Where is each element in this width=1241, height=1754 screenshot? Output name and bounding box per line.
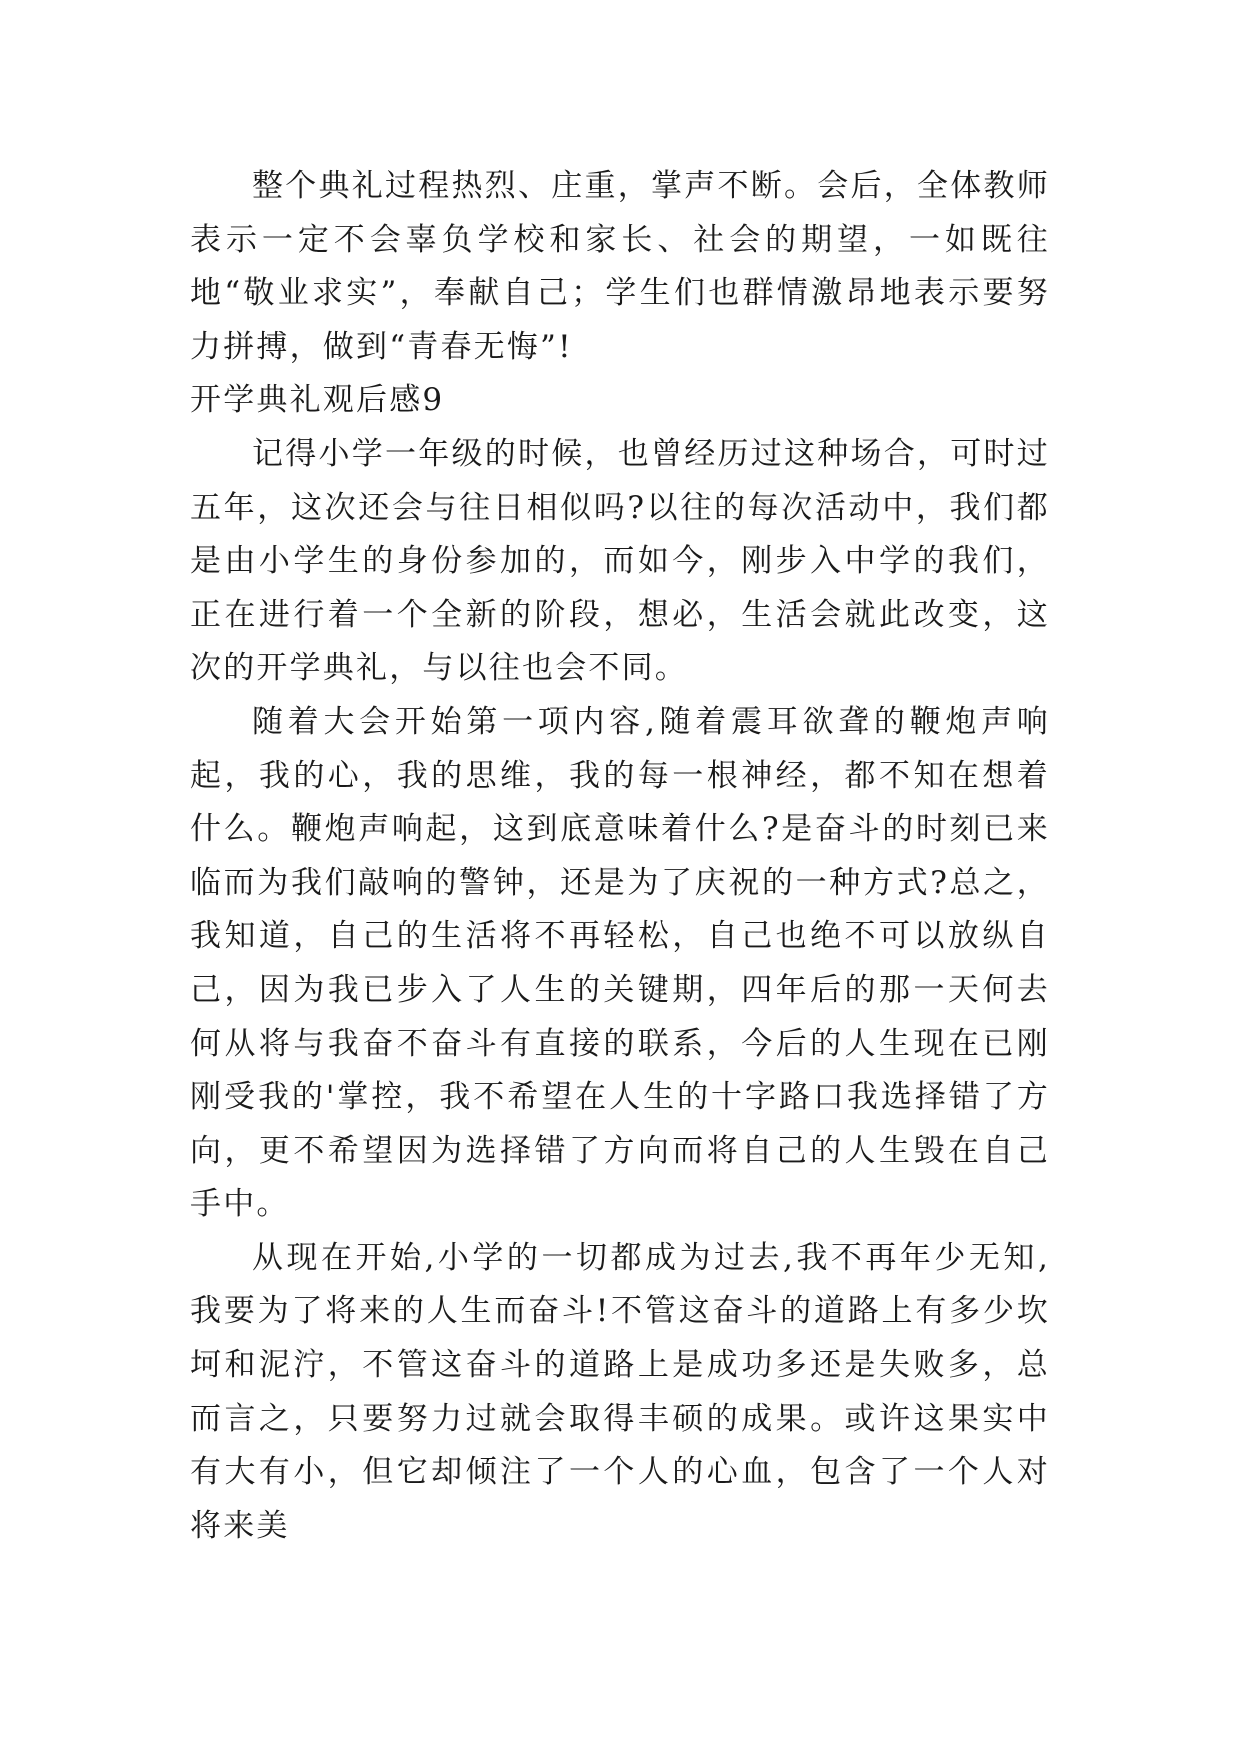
document-body: [190, 160, 1050, 1553]
section-heading: 开学典礼观后感9: [190, 382, 445, 419]
paragraph-from-now-on: 从现在开始,小学的一切都成为过去,我不再年少无知,我要为了将来的人生而奋斗!不管这奋斗的道路上有多少坎坷和泥泞，不管这奋斗的道路上是成功多还是失败多，总而言之，只要努力过就会取得丰硕的成果。或许这果实中有大有小，但它却倾注了一个人的心血，包含了一个人对将来美: [190, 1239, 1050, 1544]
paragraph-ceremony-summary: 整个典礼过程热烈、庄重，掌声不断。会后，全体教师表示一定不会辜负学校和家长、社会的期望，一如既往地“敬业求实”，奉献自己；学生们也群情激昂地表示要努力拼搏，做到“青春无悔”!: [190, 168, 1050, 365]
paragraph-memory: 记得小学一年级的时候，也曾经历过这种场合，可时过五年，这次还会与往日相似吗?以往的每次活动中，我们都是由小学生的身份参加的，而如今，刚步入中学的我们，正在进行着一个全新的阶段，想必，生活会就此改变，这次的开学典礼，与以往也会不同。: [190, 435, 1050, 687]
paragraph-firecrackers: 随着大会开始第一项内容,随着震耳欲聋的鞭炮声响起，我的心，我的思维，我的每一根神经，都不知在想着什么。鞭炮声响起，这到底意味着什么?是奋斗的时刻已来临而为我们敲响的警钟，还是为了庆祝的一种方式?总之，我知道，自己的生活将不再轻松，自己也绝不可以放纵自己，因为我已步入了人生的关键期，四年后的那一天何去何从将与我奋不奋斗有直接的联系，今后的人生现在已刚刚受我的'掌控，我不希望在人生的十字路口我选择错了方向，更不希望因为选择错了方向而将自己的人生毁在自己手中。: [190, 703, 1050, 1223]
